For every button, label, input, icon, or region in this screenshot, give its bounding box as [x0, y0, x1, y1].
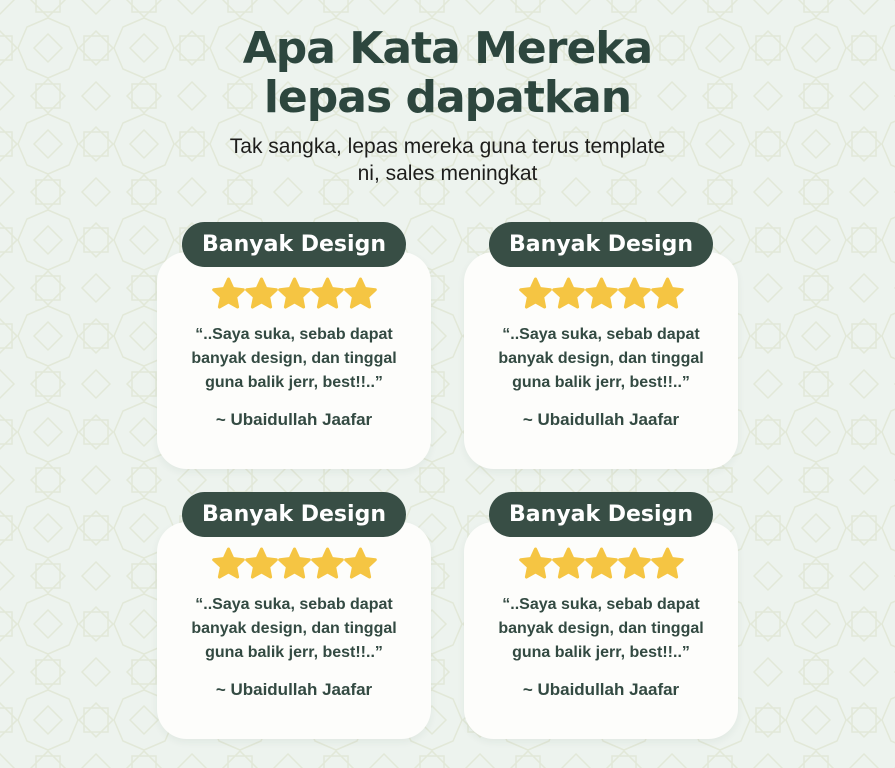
star-icon — [245, 547, 278, 580]
star-icon — [278, 547, 311, 580]
star-icon — [311, 547, 344, 580]
page-title-line1: Apa Kata Mereka — [242, 23, 653, 74]
page-subtitle-line1: Tak sangka, lepas mereka guna terus template — [229, 134, 666, 158]
page-subtitle — [230, 133, 665, 189]
star-icon — [585, 547, 618, 580]
star-icon — [212, 547, 245, 580]
star-icon — [212, 277, 245, 310]
testimonial-quote: “..Saya suka, sebab dapat banyak design, dan tinggal guna balik jerr, best!!..” — [498, 326, 704, 392]
testimonial-card — [157, 502, 431, 739]
page-subtitle-line2: ni, sales meningkat — [357, 162, 538, 186]
star-icon — [585, 277, 618, 310]
star-rating — [519, 277, 684, 310]
star-icon — [552, 547, 585, 580]
testimonial-card — [157, 232, 431, 469]
star-icon — [519, 277, 552, 310]
testimonial-card — [464, 232, 738, 469]
badge-pill: Banyak Design — [182, 492, 406, 537]
star-rating — [519, 547, 684, 580]
page-title — [243, 24, 653, 123]
testimonial-quote: “..Saya suka, sebab dapat banyak design, dan tinggal guna balik jerr, best!!..” — [191, 326, 397, 392]
testimonial-quote: “..Saya suka, sebab dapat banyak design, dan tinggal guna balik jerr, best!!..” — [191, 596, 397, 662]
star-icon — [618, 547, 651, 580]
testimonial-author: ~ Ubaidullah Jaafar — [215, 410, 373, 430]
testimonial-card — [464, 502, 738, 739]
star-icon — [278, 277, 311, 310]
badge-pill: Banyak Design — [489, 492, 713, 537]
star-icon — [344, 547, 377, 580]
testimonial-author: ~ Ubaidullah Jaafar — [215, 680, 373, 700]
testimonial-author: ~ Ubaidullah Jaafar — [522, 680, 680, 700]
star-rating — [212, 277, 377, 310]
star-icon — [311, 277, 344, 310]
page-title-line2: lepas dapatkan — [263, 72, 632, 124]
star-icon — [651, 277, 684, 310]
testimonial-author: ~ Ubaidullah Jaafar — [522, 410, 680, 430]
testimonial-grid — [157, 232, 738, 739]
star-rating — [212, 547, 377, 580]
badge-pill: Banyak Design — [489, 222, 713, 267]
star-icon — [651, 547, 684, 580]
star-icon — [519, 547, 552, 580]
star-icon — [344, 277, 377, 310]
badge-pill: Banyak Design — [182, 222, 406, 267]
star-icon — [552, 277, 585, 310]
testimonial-quote: “..Saya suka, sebab dapat banyak design, dan tinggal guna balik jerr, best!!..” — [498, 596, 704, 662]
star-icon — [618, 277, 651, 310]
star-icon — [245, 277, 278, 310]
